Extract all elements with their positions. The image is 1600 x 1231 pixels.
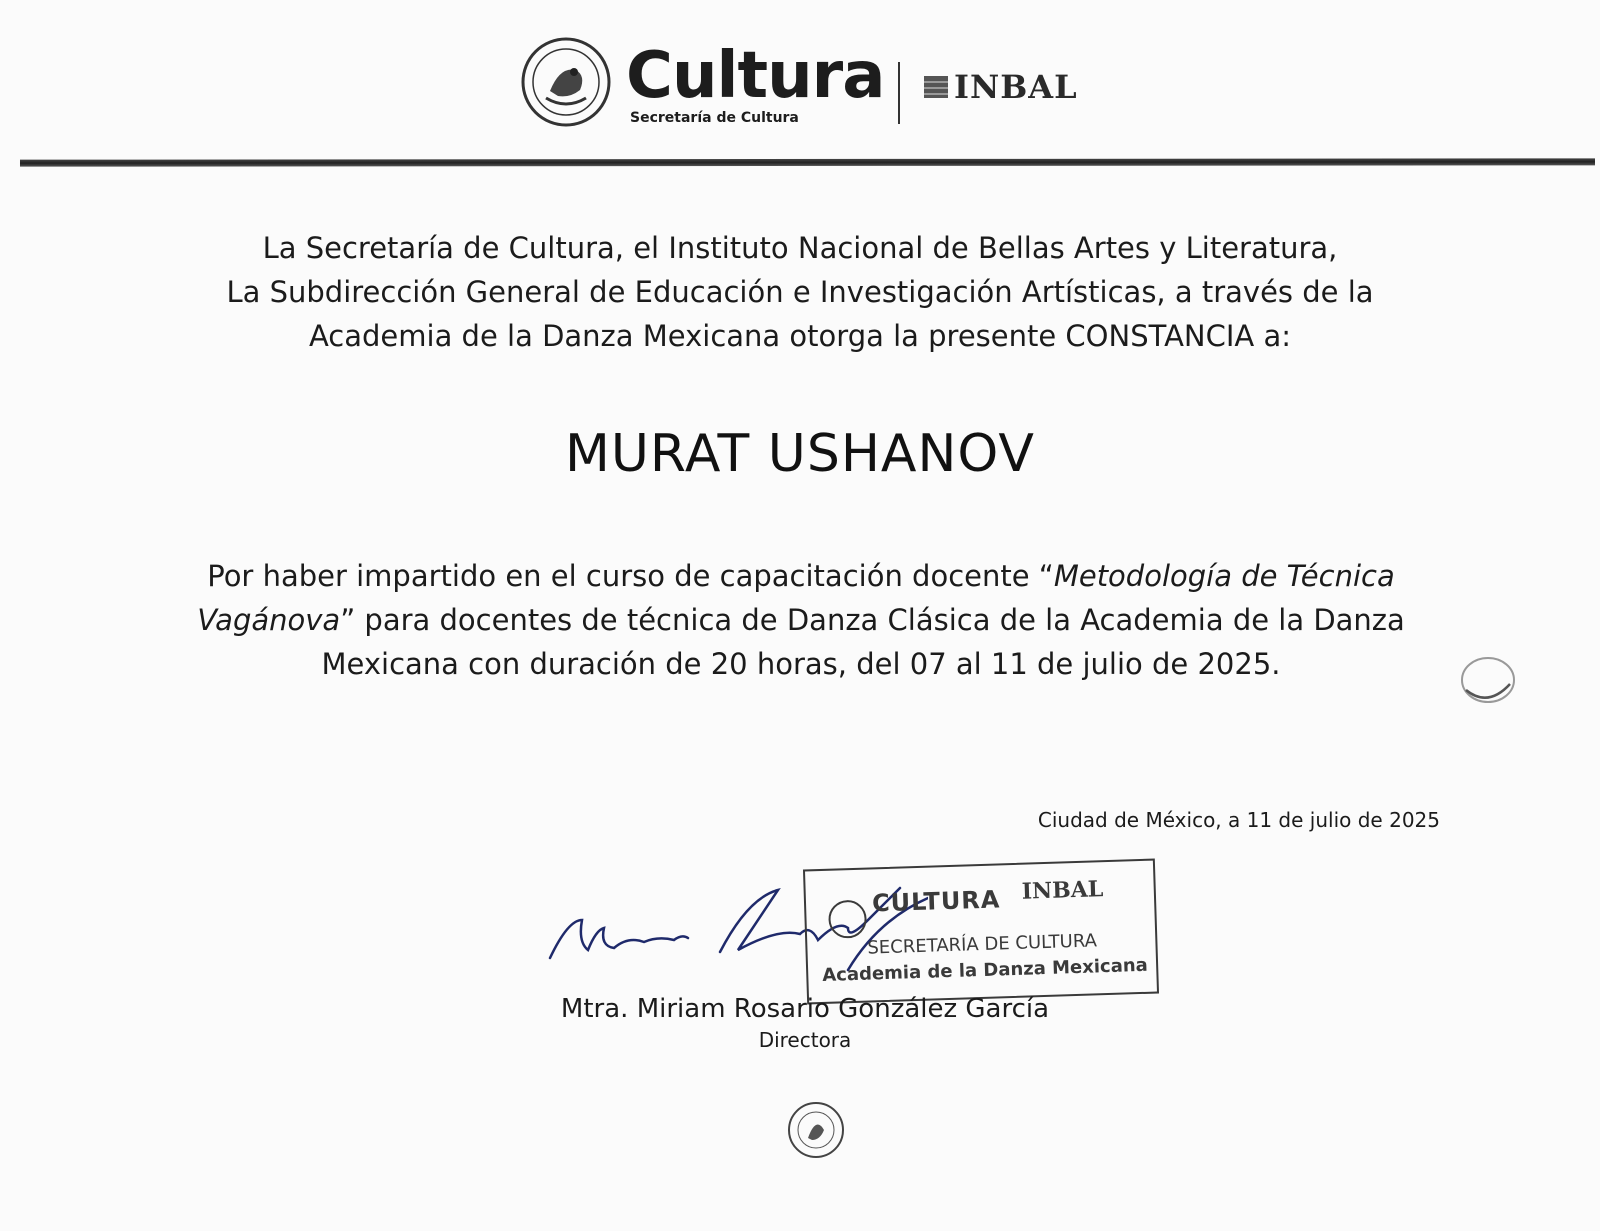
header-rule bbox=[20, 158, 1595, 166]
stamp-partner: INBAL bbox=[1021, 876, 1104, 905]
signer-title: Directora bbox=[758, 1028, 852, 1052]
inbal-logo bbox=[924, 68, 1078, 106]
stamp-line: Academia de la Danza Mexicana bbox=[821, 954, 1149, 987]
intro-line: La Subdirección General de Educación e Investigación Artísticas, a través de la bbox=[226, 275, 1374, 309]
stamp-line: SECRETARÍA DE CULTURA bbox=[867, 930, 1098, 959]
intro-paragraph bbox=[150, 226, 1450, 358]
official-stamp bbox=[803, 859, 1159, 1005]
signer-name: Mtra. Miriam Rosario González García bbox=[560, 994, 1050, 1024]
recipient-name: MURAT USHANOV bbox=[564, 424, 1035, 484]
reason-text: Por haber impartido en el curso de capacitación docente “ bbox=[207, 559, 1054, 593]
intro-line: La Secretaría de Cultura, el Instituto Nacional de Bellas Artes y Literatura, bbox=[262, 231, 1338, 265]
national-seal-icon bbox=[520, 36, 612, 128]
header-divider bbox=[898, 62, 900, 124]
stamp-brand: CULTURA bbox=[871, 885, 1001, 918]
stamp-seal-icon bbox=[828, 900, 867, 939]
inbal-mark-icon bbox=[924, 76, 948, 98]
brand-subtitle: Secretaría de Cultura bbox=[630, 110, 799, 126]
reason-text: ” para docentes de técnica de Danza Clásica de la Academia de la Danza Mexicana con duración de 20 horas, del 07 al 11 de julio de 2025. bbox=[321, 603, 1405, 681]
intro-line: Academia de la Danza Mexicana otorga la presente CONSTANCIA a: bbox=[308, 319, 1292, 353]
brand-title: Cultura bbox=[626, 39, 885, 113]
place-date: Ciudad de México, a 11 de julio de 2025 bbox=[1037, 808, 1440, 832]
reason-paragraph bbox=[170, 554, 1432, 686]
academy-seal-icon bbox=[786, 1100, 846, 1160]
inbal-label: INBAL bbox=[954, 68, 1078, 106]
punch-mark-icon bbox=[1460, 654, 1516, 706]
header bbox=[520, 36, 1080, 136]
course-title: Metodología de Técnica Vagánova bbox=[197, 559, 1395, 637]
